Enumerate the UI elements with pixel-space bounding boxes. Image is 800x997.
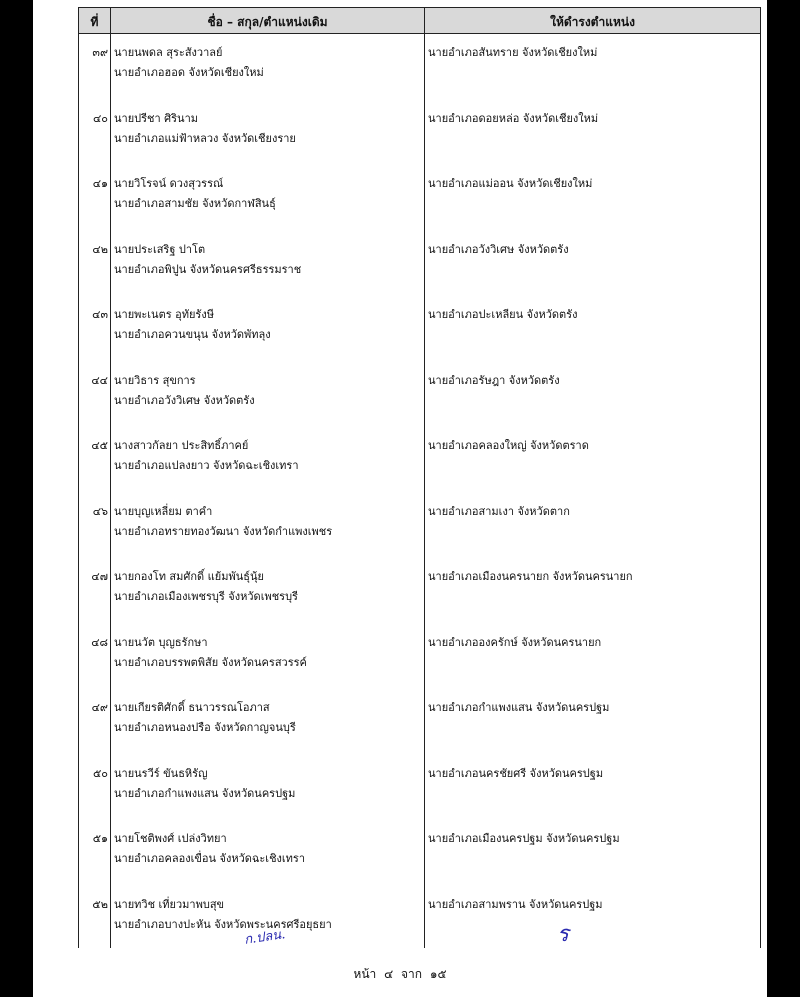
row-number: ๔๖ [92,504,108,518]
table-row [79,756,760,822]
table-row [79,166,760,232]
new-position: นายอำเภอวังวิเศษ จังหวัดตรัง [428,242,569,256]
new-position: นายอำเภอเมืองนครปฐม จังหวัดนครปฐม [428,832,620,845]
old-position: นายอำเภอบางปะหัน จังหวัดพระนครศรีอยุธยา [114,917,332,931]
table-row [79,101,760,167]
old-position: นายอำเภอพิปูน จังหวัดนครศรีธรรมราช [114,262,302,276]
person-name: นายนวัต บุญธรักษา [114,635,208,649]
person-name: นายเกียรติศักดิ์ ธนาวรรณโอภาส [114,701,270,714]
header-new-position: ให้ดำรงตำแหน่ง [550,15,635,29]
row-number: ๔๗ [91,570,108,583]
row-number: ๕๐ [92,766,108,780]
old-position: นายอำเภอควนขนุน จังหวัดพัทลุง [114,328,271,341]
old-position: นายอำเภอบรรพตพิสัย จังหวัดนครสวรรค์ [114,655,307,669]
person-name: นายวิโรจน์ ดวงสุวรรณ์ [114,177,224,190]
document-page [33,0,767,997]
person-name: นายวิธาร สุขการ [114,373,196,387]
new-position: นายอำเภอรัษฎา จังหวัดตรัง [428,373,560,387]
new-position: นายอำเภอสามเงา จังหวัดตาก [428,504,570,518]
person-name: นายประเสริฐ ปาโต [114,242,206,256]
old-position: นายอำเภอกำแพงแสน จังหวัดนครปฐม [114,786,296,800]
page-footer [33,965,767,984]
new-position: นายอำเภอสามพราน จังหวัดนครปฐม [428,897,603,911]
new-position: นายอำเภอกำแพงแสน จังหวัดนครปฐม [428,701,610,714]
header-name: ชื่อ – สกุล/ตำแหน่งเดิม [207,15,328,29]
old-position: นายอำเภอสามชัย จังหวัดกาฬสินธุ์ [114,197,276,210]
table-row [79,428,760,494]
row-number: ๕๑ [92,832,108,845]
row-number: ๔๑ [92,177,108,190]
table-row [79,232,760,298]
table-row [79,625,760,691]
person-name: นายพะเนตร อุทัยรังษี [114,308,214,321]
new-position: นายอำเภอปะเหลียน จังหวัดตรัง [428,308,578,321]
old-position: นายอำเภอคลองเขื่อน จังหวัดฉะเชิงเทรา [114,852,306,865]
person-name: นายนพดล สุระสังวาลย์ [114,46,223,59]
row-number: ๕๒ [92,897,108,911]
person-name: นายนรวีร์ ขันธหิรัญ [114,766,208,780]
old-position: นายอำเภอฮอด จังหวัดเชียงใหม่ [114,66,264,79]
table-header [79,8,760,34]
new-position: นายอำเภอเมืองนครนายก จังหวัดนครนายก [428,570,633,583]
row-number: ๔๘ [91,635,108,649]
old-position: นายอำเภอวังวิเศษ จังหวัดตรัง [114,393,255,407]
table-row [79,559,760,625]
old-position: นายอำเภอทรายทองวัฒนา จังหวัดกำแพงเพชร [114,524,333,538]
new-position: นายอำเภอสันทราย จังหวัดเชียงใหม่ [428,46,598,59]
person-name: นายโชติพงศ์ เปล่งวิทยา [114,832,227,845]
row-number: ๓๙ [92,46,108,59]
new-position: นายอำเภอนครชัยศรี จังหวัดนครปฐม [428,766,604,780]
row-number: ๔๕ [91,439,108,452]
footer-of-label: จาก [401,967,423,981]
table-row [79,887,760,953]
new-position: นายอำเภอองครักษ์ จังหวัดนครนายก [428,635,602,649]
row-number: ๔๓ [92,308,108,321]
old-position: นายอำเภอเมืองเพชรบุรี จังหวัดเพชรบุรี [114,590,298,603]
row-number: ๔๒ [92,242,108,256]
table-row [79,297,760,363]
footer-page-label: หน้า [353,967,377,981]
row-number: ๔๐ [92,111,108,125]
old-position: นายอำเภอแปลงยาว จังหวัดฉะเชิงเทรา [114,459,299,472]
person-name: นายกองโท สมศักดิ์ แย้มพันธุ์นุ้ย [114,570,264,583]
old-position: นายอำเภอหนองปรือ จังหวัดกาญจนบุรี [114,721,296,734]
right-signature: ร [557,922,569,947]
row-number: ๔๔ [91,373,108,387]
table-row [79,35,760,101]
old-position: นายอำเภอแม่ฟ้าหลวง จังหวัดเชียงราย [114,131,296,145]
row-number: ๔๙ [91,701,108,714]
table-row [79,821,760,887]
table-row [79,363,760,429]
new-position: นายอำเภอแม่ออน จังหวัดเชียงใหม่ [428,177,593,190]
person-name: นางสาวกัลยา ประสิทธิ์ภาคย์ [114,439,249,452]
person-name: นายทวิช เที่ยวมาพบสุข [114,897,225,911]
new-position: นายอำเภอคลองใหญ่ จังหวัดตราด [428,439,589,452]
footer-total-pages: ๑๕ [429,967,447,981]
appointment-table [78,7,761,948]
person-name: นายปรีชา ศิรินาม [114,111,199,125]
table-row [79,494,760,560]
header-no: ที่ [90,15,99,29]
person-name: นายบุญเหลี่ยม ตาคำ [114,504,213,518]
table-row [79,690,760,756]
new-position: นายอำเภอดอยหล่อ จังหวัดเชียงใหม่ [428,111,599,125]
left-signature: ก.ปลน. [243,927,287,948]
footer-page-number: ๔ [384,967,394,981]
